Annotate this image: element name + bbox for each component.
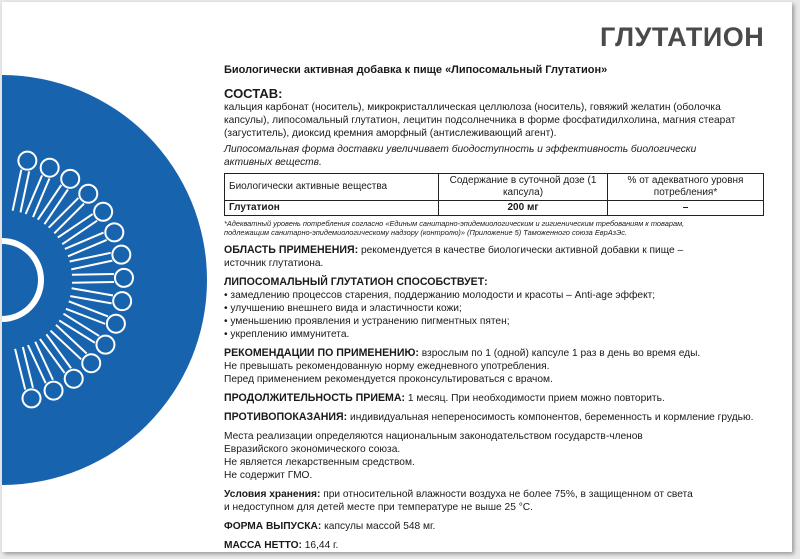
- list-item: • укреплению иммунитета.: [224, 329, 350, 340]
- storage-text: при относительной влажности воздуха не более 75%, в защищенном от света: [320, 489, 693, 500]
- benefits-list: [224, 289, 774, 341]
- benefits-heading: ЛИПОСОМАЛЬНЫЙ ГЛУТАТИОН СПОСОБСТВУЕТ:: [224, 276, 488, 288]
- duration-section: [224, 392, 774, 405]
- application-text-cont: источник глутатиона.: [224, 258, 324, 269]
- liposome-note-line: Липосомальная форма доставки увеличивает биодоступность и эффективность биологически: [224, 144, 697, 155]
- active-substances-table: [224, 173, 764, 216]
- usage-text: взрослым по 1 (одной) капсуле 1 раз в день во время еды.: [418, 348, 701, 359]
- storage-section: [224, 488, 774, 514]
- table-cell: –: [608, 201, 764, 216]
- storage-label: Условия хранения:: [224, 489, 321, 500]
- release-form-label: ФОРМА ВЫПУСКА:: [224, 521, 322, 532]
- sale-info-line: Евразийского экономического союза.: [224, 444, 401, 455]
- table-header-cell: % от адекватного уровня потребления*: [608, 174, 764, 201]
- table-header-cell: Биологически активные вещества: [225, 174, 439, 201]
- net-weight-section: [224, 539, 774, 552]
- lipid-tail: [72, 274, 114, 275]
- usage-label: РЕКОМЕНДАЦИИ ПО ПРИМЕНЕНИЮ:: [224, 347, 419, 359]
- sale-info-section: [224, 430, 774, 482]
- storage-text-cont: и недоступном для детей месте при температуре не выше 25 °С.: [224, 502, 533, 513]
- application-section: [224, 244, 774, 270]
- duration-text: 1 месяц. При необходимости прием можно повторить.: [405, 393, 665, 404]
- product-brand-title: ГЛУТАТИОН: [600, 22, 765, 52]
- list-item: • замедлению процессов старения, поддержанию молодости и красоты – Anti-age эффект;: [224, 290, 656, 301]
- table-footnote-line: подлежащим санитарно-эпидемиологическому надзору (контролю)» (Приложение 5) Таможенного союза ЕврАзЭс.: [224, 228, 627, 237]
- contraindications-section: [224, 411, 774, 424]
- contraindications-text: индивидуальная непереносимость компонентов, беременность и кормление грудью.: [347, 412, 754, 423]
- duration-label: ПРОДОЛЖИТЕЛЬНОСТЬ ПРИЕМА:: [224, 392, 406, 404]
- composition-line: кальция карбонат (носитель), микрокристаллическая целлюлоза (носитель), говяжий желатин (оболочка: [224, 102, 721, 113]
- composition-line: капсулы), липосомальный глутатион, лецитин подсолнечника в форме фосфатидилхолина, магния стеарат: [224, 115, 736, 126]
- list-item: • улучшению внешнего вида и эластичности кожи;: [224, 303, 462, 314]
- table-row: [225, 201, 764, 216]
- contraindications-label: ПРОТИВОПОКАЗАНИЯ:: [224, 411, 348, 423]
- table-header-cell: Содержание в суточной дозе (1 капсула): [439, 174, 608, 201]
- sale-info-line: Не является лекарственным средством.: [224, 457, 415, 468]
- net-weight-label: МАССА НЕТТО:: [224, 540, 302, 551]
- benefits-section: [224, 276, 774, 341]
- lipid-tail: [72, 282, 114, 283]
- product-subtitle: Биологически активная добавка к пище «Липосомальный Глутатион»: [224, 64, 608, 76]
- liposome-note: [224, 143, 774, 169]
- table-footnote: [224, 219, 774, 237]
- table-footnote-line: *Адекватный уровень потребления согласно «Единым санитарно-эпидемиологическим и гигиеническим требованиям к товарам,: [224, 219, 685, 228]
- liposome-illustration: [2, 2, 217, 552]
- composition-line: (загуститель), диоксид кремния аморфный (антислеживающий агент).: [224, 128, 557, 139]
- usage-section: [224, 347, 774, 386]
- application-text: рекомендуется в качестве биологически активной добавки к пище –: [358, 245, 684, 256]
- sale-info-line: Не содержит ГМО.: [224, 470, 313, 481]
- label-page: [2, 2, 792, 552]
- net-weight-text: 16,44 г.: [301, 540, 339, 551]
- table-cell: Глутатион: [225, 201, 439, 216]
- liposome-note-line: активных веществ.: [224, 157, 322, 168]
- release-form-section: [224, 520, 774, 533]
- table-cell: 200 мг: [439, 201, 608, 216]
- composition-heading: СОСТАВ:: [224, 86, 283, 101]
- table-header-row: [225, 174, 764, 201]
- sale-info-line: Места реализации определяются национальным законодательством государств-членов: [224, 431, 643, 442]
- usage-line: Перед применением рекомендуется проконсультироваться с врачом.: [224, 374, 553, 385]
- list-item: • уменьшению проявления и устранению пигментных пятен;: [224, 316, 510, 327]
- product-info: [224, 64, 774, 552]
- release-form-text: капсулы массой 548 мг.: [321, 521, 436, 532]
- usage-line: Не превышать рекомендованную норму ежедневного употребления.: [224, 361, 550, 372]
- application-label: ОБЛАСТЬ ПРИМЕНЕНИЯ:: [224, 244, 359, 256]
